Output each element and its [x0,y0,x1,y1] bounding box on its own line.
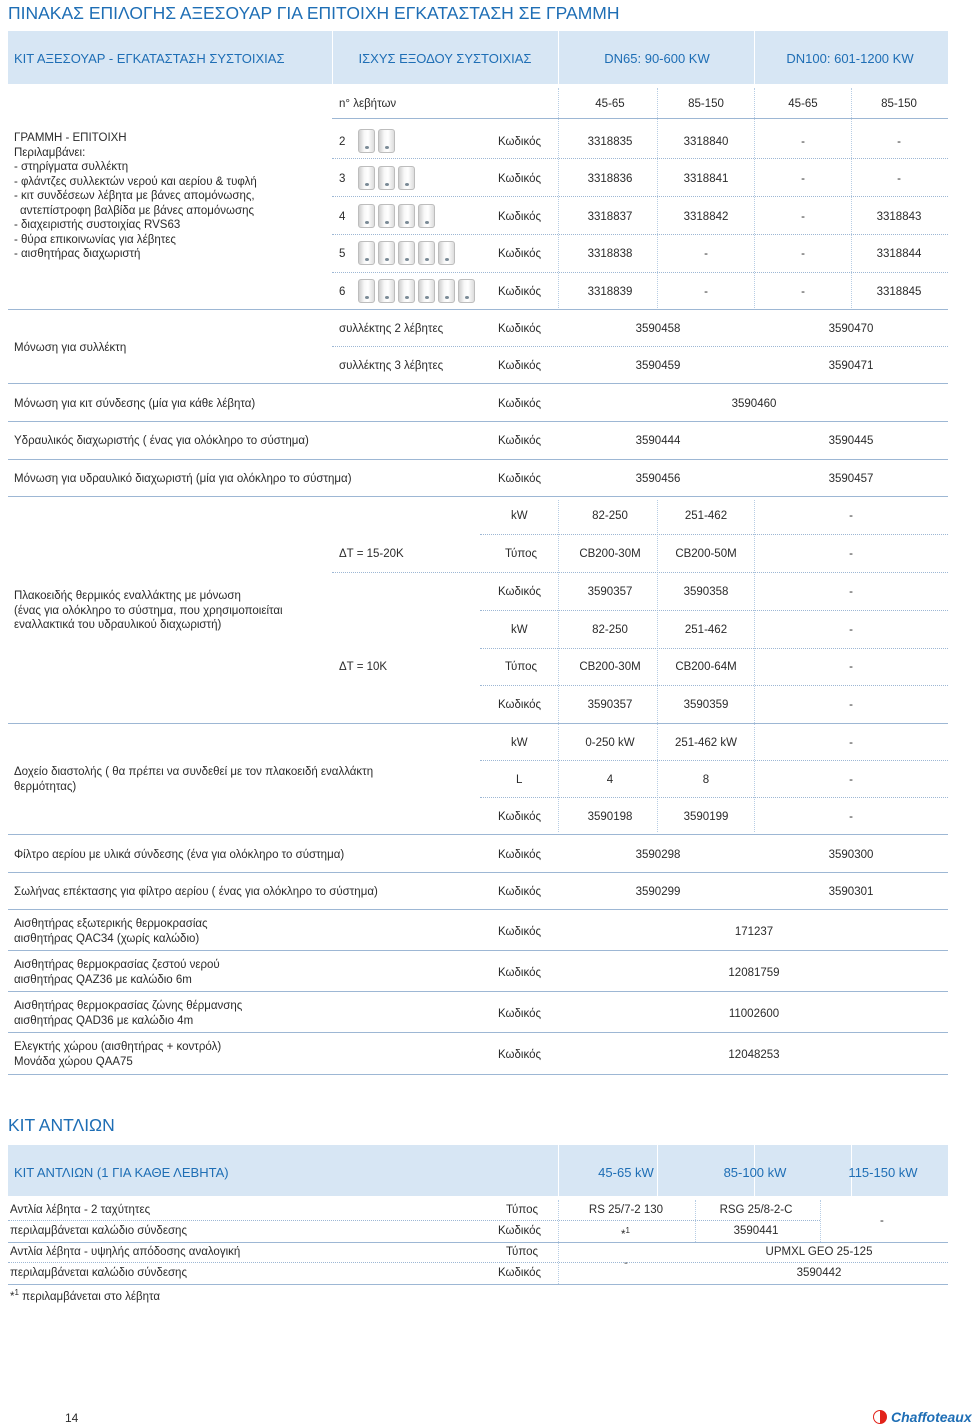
boiler-icon [398,241,415,265]
sensor-zone: Αισθητήρας θερμοκρασίας ζώνης θέρμανσης αισθητήρας QAD36 με καλώδιο 4m [14,1000,243,1027]
insulation-collector-title: Μόνωση για συλλέκτη [14,342,127,354]
room-controller: Ελεγκτής χώρου (αισθητήρας + κοντρόλ) Μονάδα χώρου QAA75 [14,1041,222,1068]
page-number: 14 [65,1411,79,1425]
boiler-icon [358,279,375,303]
brand-mark-icon [873,1410,887,1424]
boiler-icon [378,204,395,228]
boiler-icon [438,279,455,303]
boiler-icon [358,166,375,190]
header-dn65: DN65: 90-600 KW [604,51,710,66]
boiler-icon [358,204,375,228]
brand-logo: Chaffoteaux [873,1409,972,1425]
boiler-icon [398,279,415,303]
boiler-icon [458,279,475,303]
expansion-tank-title: Δοχείο διαστολής ( θα πρέπει να συνδεθεί με τον πλακοειδή εναλλάκτη θερμότητας) [14,766,374,793]
boiler-icon [358,129,375,153]
heat-exchanger-title: Πλακοειδής θερμικός εναλλάκτης με μόνωση (ένας για ολόκληρο το σύστημα, που χρησιμοποιείται εναλλακτικά του υδραυλικού διαχωριστή) [14,590,283,631]
pumps-section-title: ΚΙΤ ΑΝΤΛΙΩΝ [8,1115,115,1135]
sensor-outdoor: Αισθητήρας εξωτερικής θερμοκρασίας αισθητήρας QAC34 (χωρίς καλώδιο) [14,918,208,945]
boiler-icon [418,241,435,265]
page-title: ΠΙΝΑΚΑΣ ΕΠΙΛΟΓΗΣ ΑΞΕΣΟΥΑΡ ΓΙΑ ΕΠΙΤΟΙΧΗ ΕΓΚΑΤΑΣΤΑΣΗ ΣΕ ΓΡΑΜΜΗ [8,3,620,23]
delta-t-15-20: ΔT = 15-20K [339,548,404,560]
boiler-icon [378,241,395,265]
pumps-header-title: ΚΙΤ ΑΝΤΛΙΩΝ (1 ΓΙΑ ΚΑΘΕ ΛΕΒΗΤΑ) [14,1165,229,1180]
boiler-icon [438,241,455,265]
boiler-icon [358,241,375,265]
boiler-icon [378,279,395,303]
boiler-icon [398,166,415,190]
boiler-icon [378,166,395,190]
footnote: *$^1$ περιλαμβάνεται στο λέβητα [10,1288,161,1303]
header-dn100: DN100: 601-1200 KW [786,51,914,66]
header-kit: ΚΙΤ ΑΞΕΣΟΥΑΡ - ΕΓΚΑΤΑΣΤΑΣΗ ΣΥΣΤΟΙΧΙΑΣ [14,51,285,66]
boiler-icon [378,129,395,153]
col-45-65-a: 45-65 [595,98,625,110]
boiler-icon [398,204,415,228]
header-power: ΙΣΧΥΣ ΕΞΟΔΟΥ ΣΥΣΤΟΙΧΙΑΣ [358,51,532,66]
line-install-description: ΓΡΑΜΜΗ - ΕΠΙΤΟΙΧΗ Περιλαμβάνει: - στηρίγματα συλλέκτη - φλάντζες συλλεκτών νερού και αερίου & τυφλή - κιτ συνδέσεων λέβητα με βάνες απομόνωσης, αντεπίστροφη βαλβίδα με βάνες απομόνωσης - διαχειριστής συστοιχίας RVS63 - θύρα επικοινωνίας για λέβητες - αισθητήρας διαχωριστή [14,132,257,260]
col-85-150-b: 85-150 [881,98,917,110]
boiler-count-label: n° λεβήτων [339,98,397,110]
col-45-65-b: 45-65 [788,98,818,110]
col-85-150-a: 85-150 [688,98,724,110]
sensor-dhw: Αισθητήρας θερμοκρασίας ζεστού νερού αισθητήρας QAZ36 με καλώδιο 6m [14,959,220,986]
boiler-icon [418,279,435,303]
delta-t-10: ΔT = 10K [339,661,388,673]
boiler-icon [418,204,435,228]
